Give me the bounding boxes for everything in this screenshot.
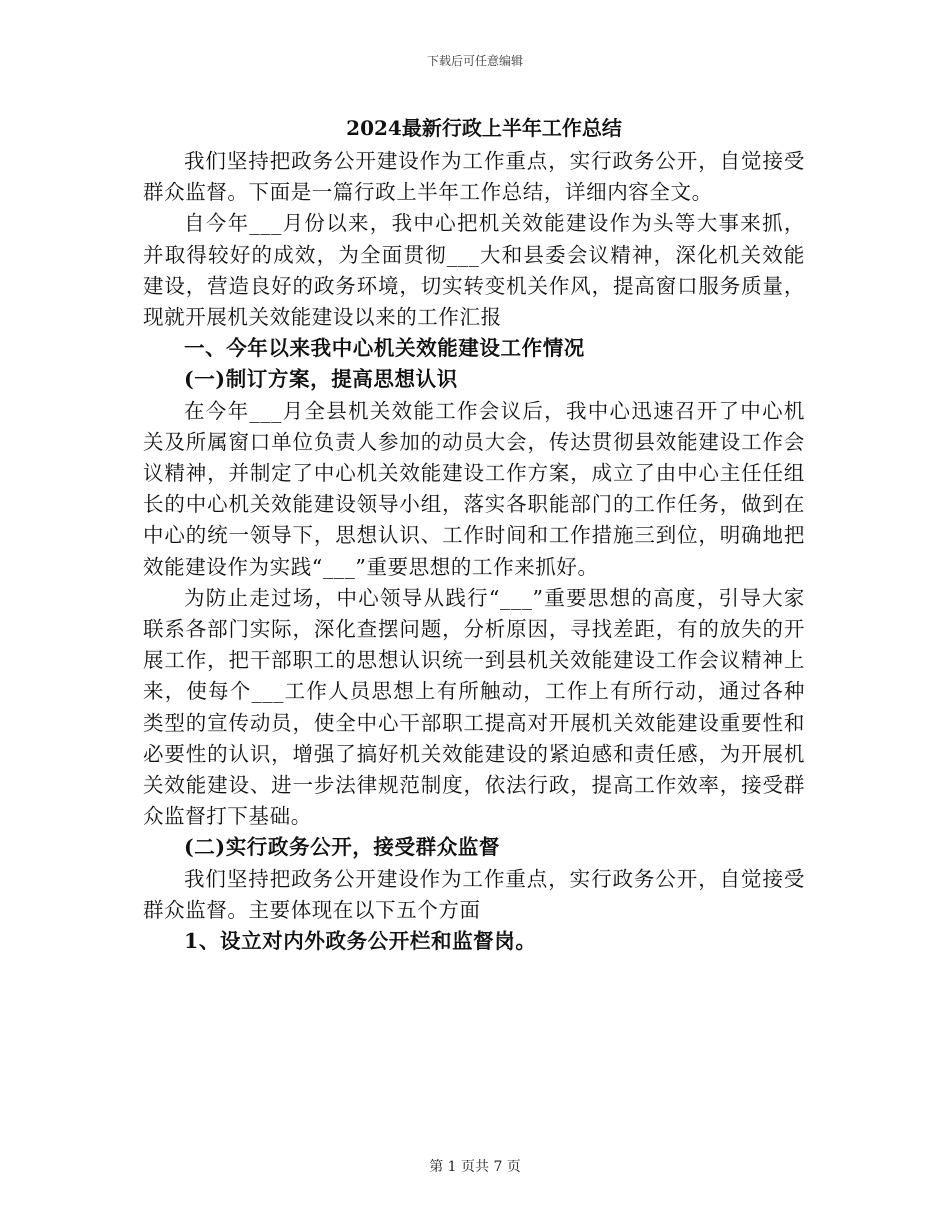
paragraph-plan: 在今年___月全县机关效能工作会议后，我中心迅速召开了中心机关及所属窗口单位负责人参加的动员大会，传达贯彻县效能建设工作会议精神，并制定了中心机关效能建设工作方案，成立了由中心主任任组长的中心机关效能建设领导小组，落实各职能部门的工作任务，做到在中心的统一领导下，思想认识、工作时间和工作措施三到位，明确地把效能建设作为实践“___”重要思想的工作来抓好。 <box>143 398 805 579</box>
paragraph-overview: 自今年___月份以来，我中心把机关效能建设作为头等大事来抓，并取得较好的成效，为全面贯彻___大和县委会议精神，深化机关效能建设，营造良好的政务环境，切实转变机关作风，提高窗口服务质量，现就开展机关效能建设以来的工作汇报 <box>143 211 805 330</box>
item-heading-1: 1、设立对内外政务公开栏和监督岗。 <box>184 929 537 954</box>
paragraph-openness: 我们坚持把政务公开建设作为工作重点，实行政务公开，自觉接受群众监督。主要体现在以下五个方面 <box>143 866 805 922</box>
section-heading-1: 一、今年以来我中心机关效能建设工作情况 <box>184 336 585 361</box>
header-note: 下载后可任意编辑 <box>426 54 523 68</box>
subsection-heading-2: (二)实行政务公开，接受群众监督 <box>184 835 500 860</box>
document-title: 2024最新行政上半年工作总结 <box>346 116 622 140</box>
document-body <box>143 110 805 957</box>
paragraph-prevention: 为防止走过场，中心领导从践行“___”重要思想的高度，引导大家联系各部门实际，深化查摆问题，分析原因，寻找差距，有的放失的开展工作，把干部职工的思想认识统一到县机关效能建设工作会议精神上来，使每个___工作人员思想上有所触动，工作上有所行动，通过各种类型的宣传动员，使全中心干部职工提高对开展机关效能建设重要性和必要性的认识，增强了搞好机关效能建设的紧迫感和责任感，为开展机关效能建设、进一步法律规范制度，依法行政，提高工作效率，接受群众监督打下基础。 <box>143 585 805 829</box>
page-number-footer: 第 1 页共 7 页 <box>429 1159 521 1175</box>
paragraph-intro: 我们坚持把政务公开建设作为工作重点，实行政务公开，自觉接受群众监督。下面是一篇行政上半年工作总结，详细内容全文。 <box>143 149 805 205</box>
subsection-heading-1: (一)制订方案，提高思想认识 <box>184 367 458 392</box>
